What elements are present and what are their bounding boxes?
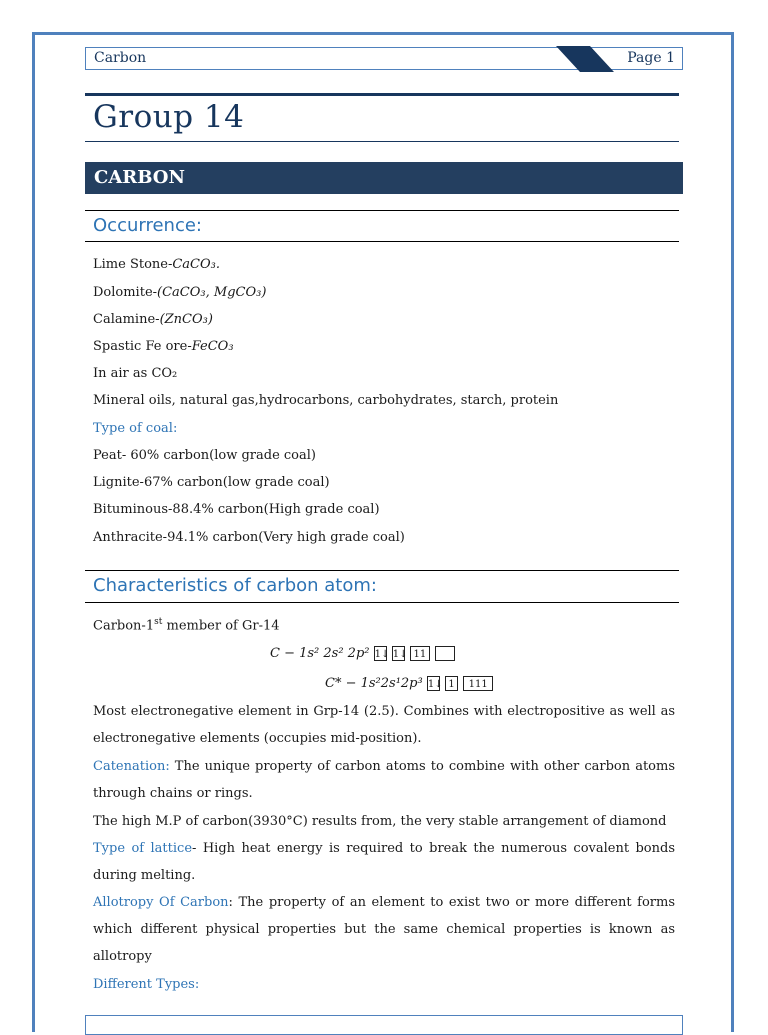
allotropy-paragraph: Allotropy Of Carbon: The property of an element to exist two or more different forms which different physical properties but the same chemical properties is known as allotropy: [93, 895, 675, 964]
coal-item: Peat- 60% carbon(low grade coal): [93, 448, 316, 463]
occurrence-line: Dolomite-(CaCO₃, MgCO₃): [93, 285, 267, 300]
page-number: Page 1: [627, 50, 675, 66]
header-accent-shape: [556, 46, 626, 72]
coal-item: Anthracite-94.1% carbon(Very high grade coal): [93, 530, 405, 545]
carbon-member-line: Carbon-1st member of Gr-14: [93, 617, 280, 634]
next-section-box: [85, 1015, 683, 1035]
coal-item: Bituminous-88.4% carbon(High grade coal): [93, 502, 380, 517]
occurrence-heading: Occurrence:: [93, 215, 202, 236]
header-title: Carbon: [94, 50, 147, 66]
occurrence-line: Lime Stone-CaCO₃.: [93, 257, 221, 272]
catenation-paragraph: Catenation: The unique property of carbon atoms to combine with other carbon atoms through chains or rings.: [93, 759, 675, 801]
melting-point-text: The high M.P of carbon(3930°C) results from, the very stable arrangement of diamond: [93, 814, 667, 829]
occurrence-rule-top: [85, 210, 679, 211]
title-rule-top: [85, 93, 679, 96]
title-rule-bottom: [85, 141, 679, 142]
occurrence-line: Calamine-(ZnCO₃): [93, 312, 213, 327]
characteristics-rule-top: [85, 570, 679, 571]
section-band: [85, 162, 683, 194]
page-header: [85, 47, 683, 70]
characteristics-heading: Characteristics of carbon atom:: [93, 575, 377, 596]
characteristics-rule-bottom: [85, 602, 679, 603]
occurrence-line: Spastic Fe ore-FeCO₃: [93, 339, 234, 354]
occurrence-rule-bottom: [85, 241, 679, 242]
section-band-title: CARBON: [94, 167, 185, 188]
different-types-heading: Different Types:: [93, 977, 200, 992]
lattice-paragraph: Type of lattice- High heat energy is required to break the numerous covalent bonds during melting.: [93, 841, 676, 883]
electronegativity-text: Most electronegative element in Grp-14 (2.5). Combines with electropositive as well as electronegative elements (occupies mid-position).: [93, 704, 675, 746]
occurrence-line: In air as CO₂: [93, 366, 178, 381]
page-title: Group 14: [93, 99, 245, 135]
coal-item: Lignite-67% carbon(low grade coal): [93, 475, 330, 490]
occurrence-line: Mineral oils, natural gas,hydrocarbons, carbohydrates, starch, protein: [93, 393, 559, 408]
coal-heading: Type of coal:: [93, 421, 178, 436]
electron-config-ground: C − 1s² 2s² 2p² 1↓ 1↓ 11: [270, 646, 456, 661]
electron-config-excited: C* − 1s²2s¹2p³ 1↓ 1 111: [325, 676, 494, 691]
